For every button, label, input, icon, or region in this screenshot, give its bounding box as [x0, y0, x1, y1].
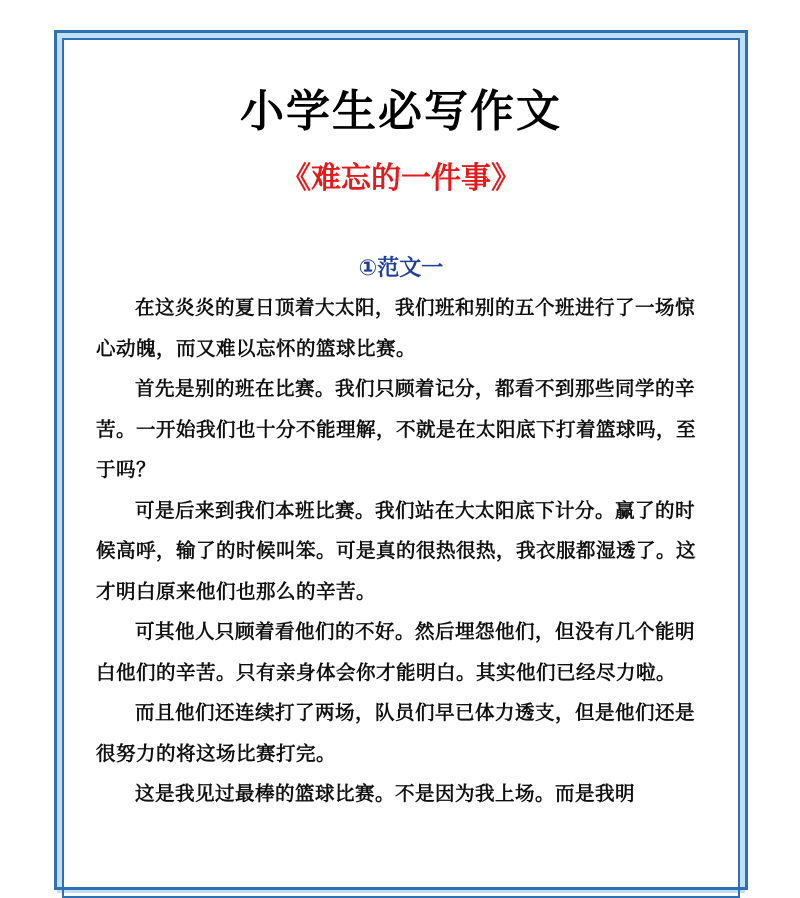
essay-paragraph: 在这炎炎的夏日顶着大太阳，我们班和别的五个班进行了一场惊心动魄，而又难以忘怀的篮球比赛。 — [96, 296, 696, 360]
page-title: 小学生必写作文 — [240, 86, 562, 137]
essay-paragraph: 而且他们还连续打了两场，队员们早已体力透支，但是他们还是很努力的将这场比赛打完。 — [96, 701, 696, 765]
sample-essay-heading: ①范文一 — [358, 256, 444, 281]
essay-topic-title: 《难忘的一件事》 — [281, 161, 521, 196]
essay-paragraph: 可其他人只顾着看他们的不好。然后埋怨他们，但没有几个能明白他们的辛苦。只有亲身体会你才能明白。其实他们已经尽力啦。 — [96, 620, 696, 684]
essay-body — [96, 288, 714, 815]
essay-paragraph: 首先是别的班在比赛。我们只顾着记分，都看不到那些同学的辛苦。一开始我们也十分不能理解，不就是在太阳底下打着篮球吗，至于吗？ — [96, 377, 697, 481]
essay-paragraph: 这是我见过最棒的篮球比赛。不是因为我上场。而是我明 — [135, 782, 636, 805]
essay-paragraph: 可是后来到我们本班比赛。我们站在大太阳底下计分。赢了的时候高呼，输了的时候叫笨。可是真的很热很热，我衣服都湿透了。这才明白原来他们也那么的辛苦。 — [96, 498, 697, 603]
